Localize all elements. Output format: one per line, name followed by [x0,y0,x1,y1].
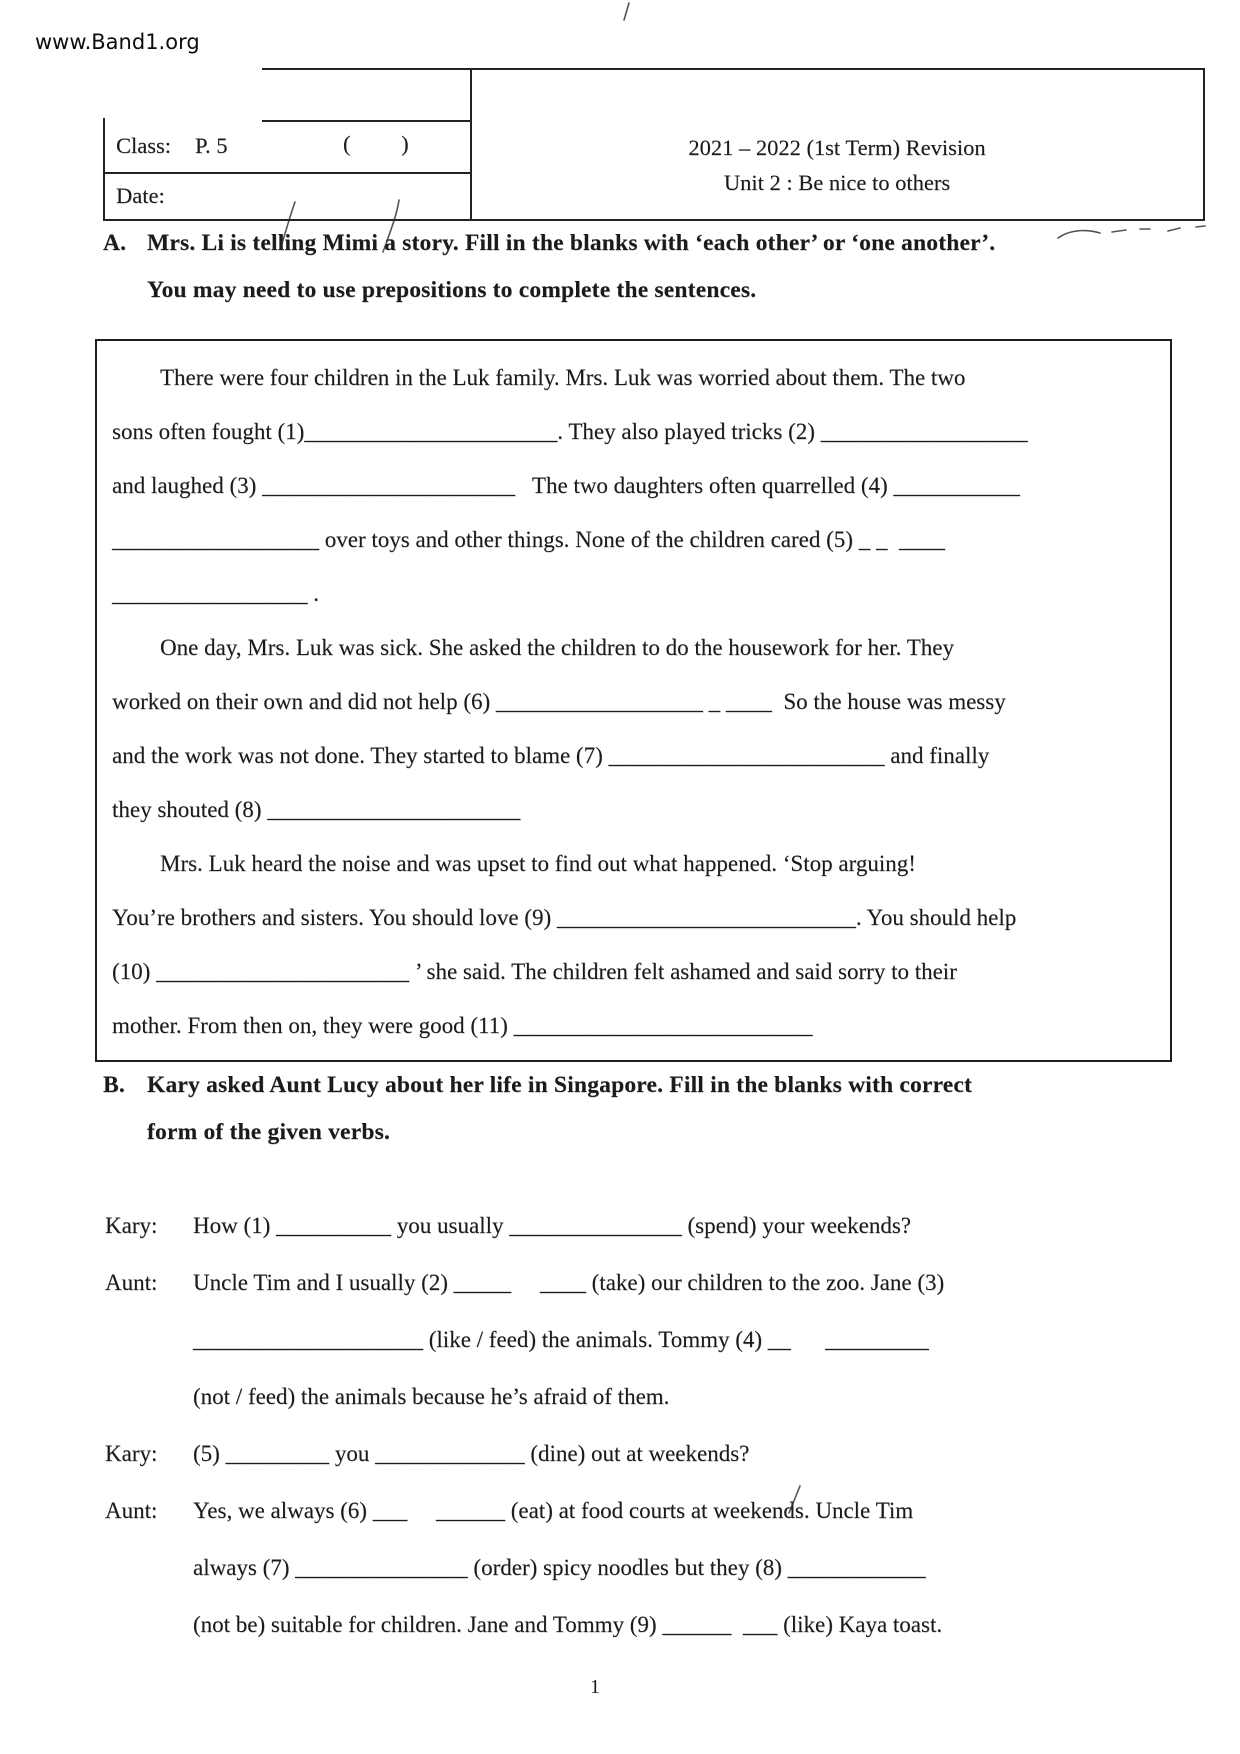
passage-line: mother. From then on, they were good (11) __________________________ [112,1013,813,1038]
passage-line: __________________ over toys and other things. None of the children cared (5) _ _ ____ [112,527,945,552]
passage-line: they shouted (8) ______________________ [112,797,521,822]
scan-artifact [1058,226,1205,238]
dialogue-line: always (7) _______________ (order) spicy noodles but they (8) ____________ [193,1555,926,1580]
dialogue-line: (5) _________ you _____________ (dine) out at weekends? [193,1441,750,1466]
dialogue-line: (not / feed) the animals because he’s afraid of them. [193,1384,670,1409]
speaker-label: Aunt: [105,1498,158,1523]
passage-line: Mrs. Luk heard the noise and was upset to find out what happened. ‘Stop arguing! [160,851,916,876]
passage-line: _________________ . [112,581,319,606]
passage-line: worked on their own and did not help (6) __________________ _ ____ So the house was messy [112,689,1006,714]
section-a-instruction-line: Mrs. Li is telling Mimi a story. Fill in the blanks with ‘each other’ or ‘one another’. [147,230,996,256]
scan-artifact [624,3,629,20]
class-value: P. 5 [195,133,228,158]
page-number: 1 [590,1676,600,1698]
table-border-namecell-bottom [262,120,470,122]
speaker-label: Aunt: [105,1270,158,1295]
dialogue [105,1197,1195,1653]
dialogue-line: Uncle Tim and I usually (2) _____ ____ (take) our children to the zoo. Jane (3) [193,1270,945,1295]
dialogue-row [105,1482,1195,1653]
passage-lines [112,351,1187,1053]
passage-line: and laughed (3) ______________________ The two daughters often quarrelled (4) ___________ [112,473,1020,498]
dialogue-row [105,1425,1195,1482]
passage-line: You’re brothers and sisters. You should love (9) __________________________. You should help [112,905,1017,930]
section-a-label: A. [103,230,127,256]
dialogue-row [105,1197,1195,1254]
table-border-top [262,68,1204,70]
table-border-left [103,118,105,221]
class-label: Class: [116,133,172,158]
dialogue-line: Yes, we always (6) ___ ______ (eat) at food courts at weekends. Uncle Tim [193,1498,914,1523]
speaker-label: Kary: [105,1213,158,1238]
site-watermark: www.Band1.org [35,30,200,54]
dialogue-row [105,1254,1195,1425]
section-b-instruction-line: form of the given verbs. [147,1119,391,1145]
section-b-label: B. [103,1072,125,1098]
header-title-cell [470,130,1204,200]
speaker-label: Kary: [105,1441,158,1466]
unit-line: Unit 2 : Be nice to others [723,170,951,195]
passage-line: One day, Mrs. Luk was sick. She asked the children to do the housework for her. They [160,635,954,660]
section-a-instruction-line: You may need to use prepositions to complete the sentences. [147,277,757,303]
section-b-heading [103,1062,972,1156]
section-b-instruction-line: Kary asked Aunt Lucy about her life in Singapore. Fill in the blanks with correct [147,1072,973,1098]
passage-line: sons often fought (1)______________________. They also played tricks (2) __________________ [112,419,1028,444]
dialogue-line: How (1) __________ you usually _______________ (spend) your weekends? [193,1213,912,1238]
class-number-parens: ( ) [343,131,409,156]
passage-line: and the work was not done. They started to blame (7) ________________________ and finally [112,743,990,768]
term-line: 2021 – 2022 (1st Term) Revision [688,135,986,160]
dialogue-line: ____________________ (like / feed) the animals. Tommy (4) __ _________ [193,1327,929,1352]
date-label: Date: [116,183,165,208]
table-border-class-bottom [103,172,470,174]
section-a-heading [103,220,995,314]
dialogue-line: (not be) suitable for children. Jane and Tommy (9) ______ ___ (like) Kaya toast. [193,1612,943,1637]
passage-line: There were four children in the Luk family. Mrs. Luk was worried about them. The two [160,365,966,390]
passage-line: (10) ______________________ ’ she said. The children felt ashamed and said sorry to their [112,959,957,984]
